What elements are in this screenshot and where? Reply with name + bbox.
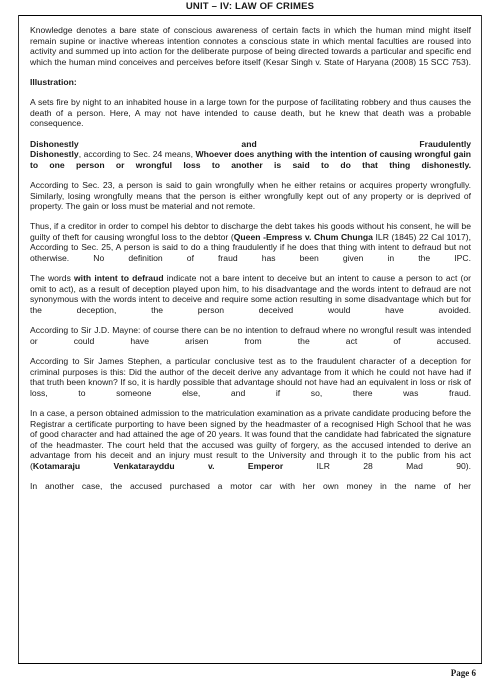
page-header: UNIT – IV: LAW OF CRIMES (18, 0, 482, 16)
paragraph-intent-to-defraud (30, 273, 471, 315)
paragraph-matriculation-case (30, 408, 471, 472)
footer-rule (18, 663, 482, 664)
dishonestly-definition: Whoever does anything with the intention of causing wrongful gain to one person or wrongful loss to another is said to do that thing dishonestly. (30, 149, 471, 170)
paragraph-creditor (30, 221, 471, 263)
dishonestly-fraudulently-heading: Dishonestly and Fraudulently (30, 138, 471, 149)
paragraph-sec-23: According to Sec. 23, a person is said to gain wrongfully when he either retains or acquires property wrongfully. Similarly, losing wrongfully means that the person is either wrongfully kept out of any property or is deprived of property. The gain or loss must be material and not remote. (30, 179, 471, 212)
words-text-2: indicate not a bare intent to deceive but an intent to cause a person to act (or omit to act), as a result of deception played upon him, to his disadvantage and the words intent to defraud are not synonymous with the words intent to deceive and require some action resulting in some disadvantage which but for the deception, the person deceived would have avoided. (30, 273, 471, 316)
dishonestly-intro: , according to Sec. 24 means, (78, 149, 196, 160)
case-kotamaraju: Kotamaraju Venkatarayddu v. Emperor (32, 460, 284, 471)
paragraph-stephen: According to Sir James Stephen, a particular conclusive test as to the fraudulent character of a deception for criminal purposes is this: Did the author of the deceit derive any advantage from it which he could not have had if that truth been known? If so, it is hardly possible that advantage should not have had an equivalent in loss or risk of loss, to someone else, and if so, there was fraud. (30, 356, 471, 398)
creditor-text-1: Thus, if a creditor in order to compel his debtor to discharge the debt takes his goods without his consent, he will be guilty of theft for causing wrongful loss to the debtor ( (30, 221, 471, 242)
words-text-1: The words (30, 273, 74, 284)
paragraph-mayne: According to Sir J.D. Mayne: of course there can be no intention to defraud where no wrongful result was intended or could have arisen from the act of accused. (30, 325, 471, 346)
page-number: Page 6 (450, 668, 476, 678)
paragraph-knowledge-intention: Knowledge denotes a bare state of conscious awareness of certain facts in which the human mind might itself remain supine or inactive whereas intention connotes a conscious state in which mental faculties are roused into activity and summed up into action for the deliberate purpose of being directed towards a particular and specific end which the human mind conceives and perceives before itself (Kesar Singh v. State of Haryana (2008) 15 SCC 753). (30, 25, 471, 67)
words-bold: with intent to defraud (74, 273, 164, 284)
illustration-paragraph: A sets fire by night to an inhabited house in a large town for the purpose of facilitating robbery and thus causes the death of a person. Here, A may not have intended to cause death, but he knew that death was a probable consequence. (30, 97, 471, 129)
dishonestly-paragraph (30, 139, 471, 171)
creditor-text-2: ILR (1845) 22 Cal 1017), According to Sec. 25, A person is said to do a thing fraudulently if he does that thing with intent to defraud but not otherwise. No definition of fraud has been given in the IPC. (30, 231, 471, 264)
case-queen-empress: Queen -Empress v. Chum Chunga (233, 231, 373, 242)
dishonestly-term: Dishonestly (30, 149, 79, 160)
illustration-heading: Illustration: (30, 76, 77, 87)
document-body (30, 25, 471, 492)
case-text-1: In a case, a person obtained admission to the matriculation examination as a private candidate producing before the Registrar a certificate purporting to have been signed by the headmaster of a recognised High School that he was of good character and had attained the age of 20 years. It was found that the candidate had fabricated the signature of the headmaster. The court held that the accused was guilty of forgery, as the accused intended to derive an advantage from his deceit and an injury must result to the University and through it to the public from his act ( (30, 407, 471, 471)
case-text-2: ILR 28 Mad 90). (283, 460, 471, 471)
paragraph-motor-car: In another case, the accused purchased a motor car with her own money in the name of her (30, 481, 471, 492)
